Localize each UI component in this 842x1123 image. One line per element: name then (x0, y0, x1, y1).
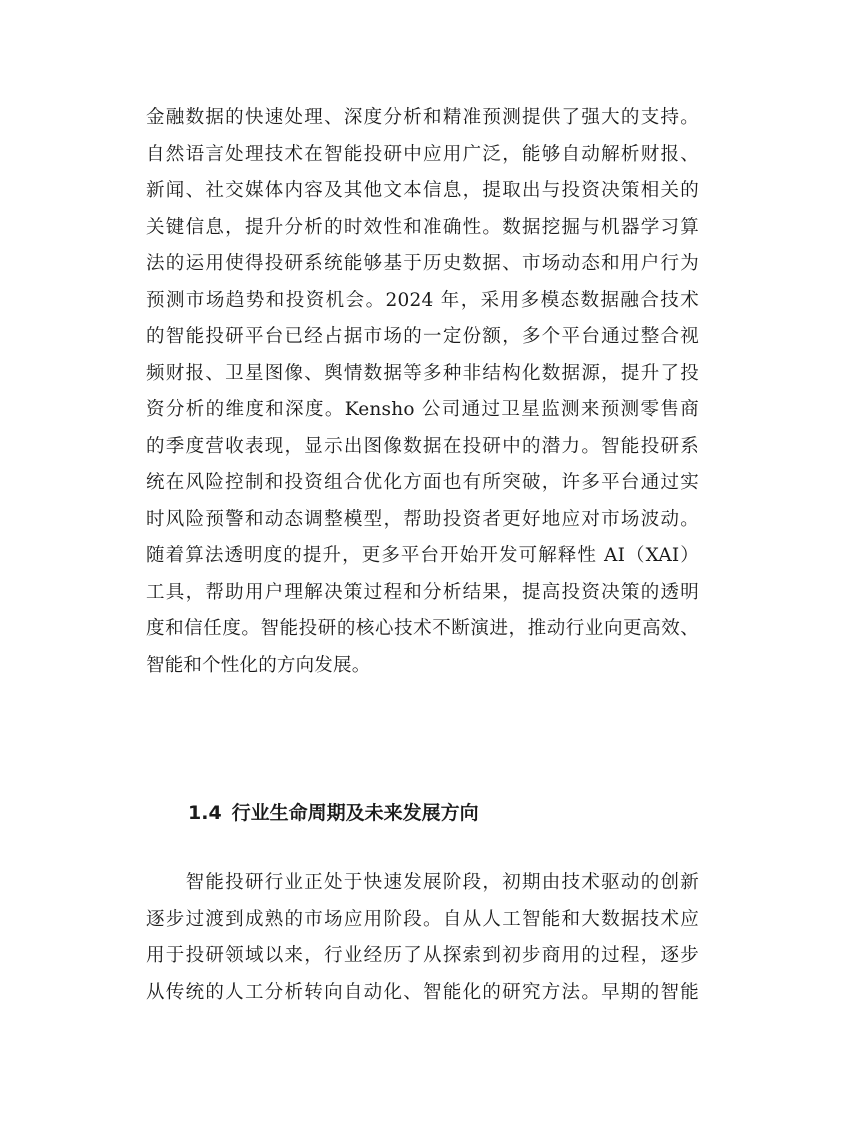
text-line: 资分析的维度和深度。Kensho 公司通过卫星监测来预测零售商 (146, 399, 699, 420)
body-paragraph (146, 100, 699, 684)
text-line: 智能投研行业正处于快速发展阶段，初期由技术驱动的创新 (146, 872, 699, 893)
text-line: 的季度营收表现，显示出图像数据在投研中的潜力。智能投研系 (146, 435, 699, 457)
text-line: 用于投研领域以来，行业经历了从探索到初步商用的过程，逐步 (146, 945, 699, 966)
text-line: 频财报、卫星图像、舆情数据等多种非结构化数据源，提升了投 (146, 362, 699, 384)
text-line: 时风险预警和动态调整模型，帮助投资者更好地应对市场波动。 (146, 508, 699, 530)
text-line: 金融数据的快速处理、深度分析和精准预测提供了强大的支持。 (146, 107, 699, 128)
text-line: 从传统的人工分析转向自动化、智能化的研究方法。早期的智能 (146, 981, 699, 1003)
text-line: 预测市场趋势和投资机会。2024 年，采用多模态数据融合技术 (146, 289, 699, 311)
text-line: 度和信任度。智能投研的核心技术不断演进，推动行业向更高效、 (146, 618, 699, 639)
section-heading (188, 798, 479, 828)
section-number: 1.4 (188, 802, 222, 824)
text-line: 逐步过渡到成熟的市场应用阶段。自从人工智能和大数据技术应 (146, 908, 699, 930)
text-line: 智能和个性化的方向发展。 (146, 654, 371, 676)
text-line: 自然语言处理技术在智能投研中应用广泛，能够自动解析财报、 (146, 143, 699, 165)
text-line: 法的运用使得投研系统能够基于历史数据、市场动态和用户行为 (146, 253, 699, 274)
text-line: 统在风险控制和投资组合优化方面也有所突破，许多平台通过实 (146, 472, 699, 493)
section-title: 行业生命周期及未来发展方向 (231, 802, 479, 824)
text-line: 关键信息，提升分析的时效性和准确性。数据挖掘与机器学习算 (146, 216, 699, 238)
text-line: 新闻、社交媒体内容及其他文本信息，提取出与投资决策相关的 (146, 180, 699, 201)
text-line: 工具，帮助用户理解决策过程和分析结果，提高投资决策的透明 (146, 581, 699, 603)
body-paragraph (146, 865, 699, 1011)
text-line: 的智能投研平台已经占据市场的一定份额，多个平台通过整合视 (146, 326, 699, 347)
text-line: 随着算法透明度的提升，更多平台开始开发可解释性 AI（XAI） (146, 545, 699, 566)
